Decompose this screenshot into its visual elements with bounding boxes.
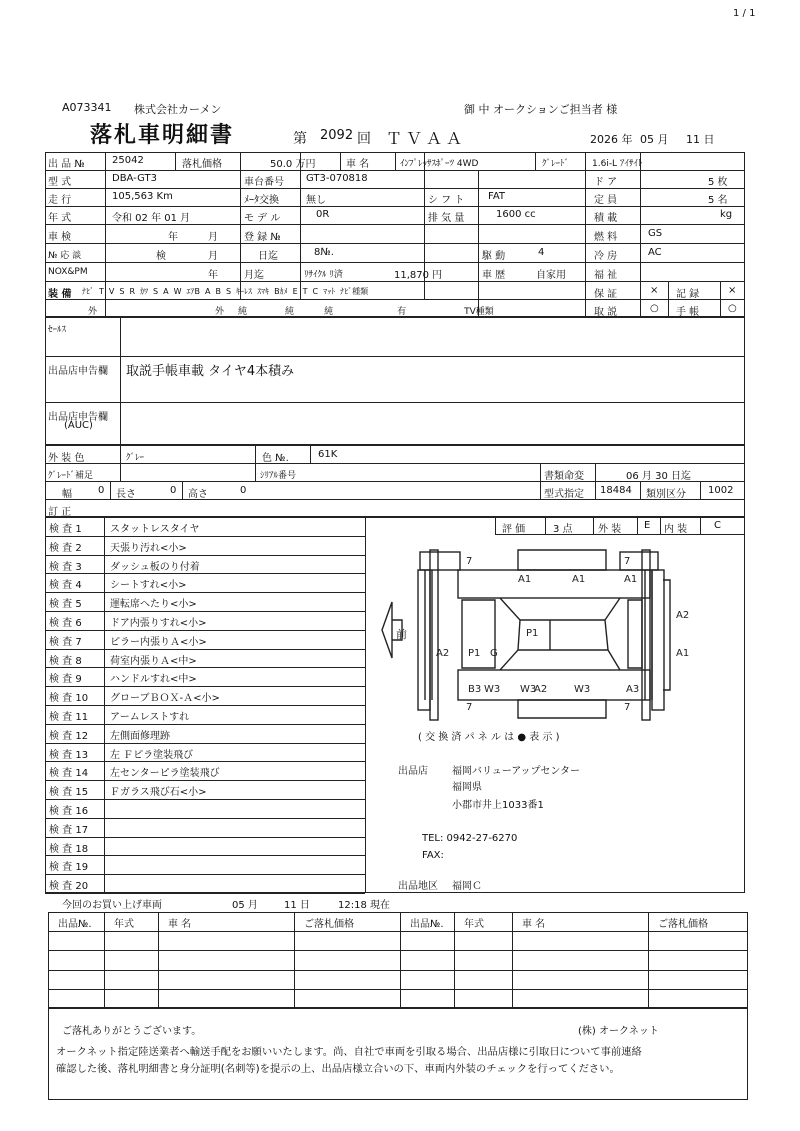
warranty-mark: × — [650, 285, 659, 296]
eval-score: 3 点 — [553, 524, 573, 535]
equipment-item: A — [163, 287, 169, 296]
report-label: 出品店申告欄 — [48, 366, 108, 377]
seller-name: 福岡バリューアップセンター — [452, 766, 580, 777]
ext-color-value: ｸﾞﾚｰ — [126, 453, 145, 463]
record-label: 記 録 — [676, 289, 700, 300]
inspection-text: 天張り汚れ<小> — [110, 542, 187, 554]
inspection-label: 検 査 15 — [49, 787, 89, 799]
equipment-item: C — [312, 287, 319, 296]
inspection-label: 検 査 8 — [49, 655, 82, 667]
inspection-label: 車 検 — [48, 232, 72, 243]
seller-fax: FAX: — [422, 850, 444, 861]
date-month: 05 月 — [640, 133, 669, 146]
recent-time: 12:18 現在 — [338, 900, 390, 911]
diagram-marks — [436, 556, 689, 713]
serial-label: ｼﾘｱﾙ番号 — [260, 471, 297, 481]
inspection-year: 年 — [168, 232, 178, 243]
equipment-list-2 — [88, 304, 494, 317]
no-label: № 応 談 — [48, 251, 82, 261]
width-value: 0 — [98, 485, 105, 496]
damage-mark: A3 — [626, 684, 640, 695]
seller-pref: 福岡県 — [452, 782, 482, 793]
displacement-label: 排 気 量 — [428, 213, 465, 224]
inspection-label: 検 査 3 — [49, 561, 82, 573]
inspection-label: 検 査 2 — [49, 542, 82, 554]
seller-address: 小郡市井上1033番1 — [452, 800, 544, 811]
grade-value: 1.6i-L ｱｲｻｲﾄ — [592, 159, 643, 169]
recent-title: 今回のお買い上げ車両 — [62, 900, 162, 911]
eval-int: C — [714, 520, 721, 531]
inspection-text: ピラー内張りＡ<小> — [110, 636, 207, 648]
door-value: 5 枚 — [708, 177, 728, 188]
manual-mark: ○ — [650, 303, 659, 314]
inspection-text: ダッシュ板のり付着 — [110, 561, 200, 573]
damage-mark: A2 — [676, 610, 690, 621]
category-value: 1002 — [708, 485, 734, 496]
damage-mark: A2 — [534, 684, 548, 695]
inspection-text: 左 Ｆピラ塗装飛び — [110, 749, 194, 761]
inspection-text: 左センターピラ塗装飛び — [110, 768, 220, 780]
recent-header: 車 名 — [168, 919, 192, 930]
typespec-value: 18484 — [600, 485, 632, 496]
recent-header: 年式 — [464, 919, 484, 930]
chassis-value: GT3-070818 — [306, 173, 368, 184]
inspection-label: 検 査 5 — [49, 599, 82, 611]
nox-label: NOX&PM — [48, 267, 88, 277]
doc-change-value: 06 月 30 日迄 — [626, 471, 691, 482]
inspection-text: グローブＢＯＸ-Ａ<小> — [110, 693, 220, 705]
recent-month: 05 月 — [232, 900, 258, 911]
equipment-item: S — [119, 287, 125, 296]
sales-label: ｾｰﾙｽ — [48, 325, 67, 335]
lot-label: 出 品 № — [48, 159, 85, 170]
equipment-item: T — [302, 287, 308, 296]
inspection-month: 月 — [208, 232, 218, 243]
year-value: 令和 02 年 01 月 — [112, 213, 191, 224]
damage-mark: 7 — [624, 556, 631, 567]
equipment-item: ｽﾏｷ — [257, 287, 270, 296]
date-year: 2026 年 — [590, 133, 633, 146]
damage-mark: G — [490, 648, 498, 659]
damage-mark: 7 — [466, 556, 473, 567]
damage-mark: A1 — [572, 574, 586, 585]
equipment-item: S — [225, 287, 232, 296]
inspection-label: 検 査 4 — [49, 580, 82, 592]
inspection-label: 検 査 12 — [49, 730, 89, 742]
drive-value: 4 — [538, 247, 545, 258]
load-label: 積 載 — [594, 213, 618, 224]
kenn-month: 月 — [208, 251, 218, 262]
inspection-label: 検 査 19 — [49, 862, 89, 874]
inspection-label: 検 査 17 — [49, 824, 89, 836]
damage-mark: P1 — [468, 648, 481, 659]
recent-header: ご落札価格 — [304, 919, 354, 930]
kenn-day: 日迄 — [258, 251, 278, 262]
fuel-label: 燃 料 — [594, 232, 618, 243]
equipment-item-2: 外 — [215, 307, 225, 317]
damage-mark: P1 — [526, 628, 539, 639]
length-value: 0 — [170, 485, 177, 496]
meter-value: 無し — [306, 195, 326, 206]
date-day: 11 日 — [686, 133, 715, 146]
inspection-text: 左側面修理跡 — [110, 730, 170, 742]
inspection-text: 運転席へたり<小> — [110, 599, 197, 611]
equipment-list — [82, 286, 373, 297]
ac-label: 冷 房 — [594, 251, 618, 262]
color-no-value: 61K — [318, 449, 338, 460]
damage-mark: W3 — [574, 684, 591, 695]
equipment-item-2: 純 — [324, 307, 334, 317]
recent-header: 車 名 — [522, 919, 546, 930]
eval-ext: E — [644, 520, 651, 531]
fuel-value: GS — [648, 228, 663, 239]
inspection-text: アームレストすれ — [110, 712, 190, 723]
color-no-label: 色 №. — [262, 453, 289, 464]
record-mark: × — [728, 285, 737, 296]
damage-mark: A2 — [436, 648, 450, 659]
report-value: 取説手帳車載 タイヤ4本積み — [126, 364, 295, 379]
equipment-item-2: 有 — [397, 307, 407, 317]
equipment-item: ｷｰﾚｽ — [236, 287, 253, 296]
typespec-label: 型式指定 — [544, 489, 584, 500]
inspection-text: スタットレスタイヤ — [110, 524, 200, 535]
width-label: 幅 — [62, 489, 72, 500]
session-number: 2092 — [320, 128, 354, 143]
modelcode-label: モ デ ル — [244, 213, 281, 224]
recipient: 御 中 オークションご担当者 様 — [464, 103, 618, 116]
equipment-item: ｴｱB — [186, 287, 200, 296]
inspection-text: 荷室内張りＡ<中> — [110, 655, 197, 667]
recycle-label: ﾘｻｲｸﾙ ﾘ済 — [304, 270, 343, 280]
doc-change-label: 書類命変 — [544, 471, 584, 482]
ext-color-label: 外 装 色 — [48, 453, 85, 464]
door-label: ド ア — [594, 177, 618, 188]
equipment-item: E — [292, 287, 298, 296]
ac-value: AC — [648, 247, 662, 258]
equipment-item: ﾅﾋﾞ — [82, 287, 94, 296]
damage-mark: B3 — [468, 684, 482, 695]
shift-value: FAT — [488, 191, 506, 202]
inspection-label: 検 査 10 — [49, 693, 89, 705]
carname-label: 車 名 — [346, 159, 370, 170]
recent-day: 11 日 — [284, 900, 310, 911]
recent-header: ご落札価格 — [658, 919, 708, 930]
eval-label: 評 価 — [502, 524, 526, 535]
model-value: DBA-GT3 — [112, 173, 158, 184]
damage-mark: 7 — [624, 702, 631, 713]
dai-label: 第 — [293, 131, 307, 147]
carname-value: ｲﾝﾌﾟﾚｯｻｽﾎﾟｰﾂ 4WD — [400, 159, 479, 169]
equipment-label: 装 備 — [48, 289, 72, 300]
capacity-value: 5 名 — [708, 195, 728, 206]
inspection-label: 検 査 14 — [49, 768, 89, 780]
equipment-item: A — [205, 287, 211, 296]
handbook-mark: ○ — [728, 303, 737, 314]
grade-extra-label: ｸﾞﾚｰﾄﾞ補足 — [48, 471, 94, 481]
inspection-label: 検 査 6 — [49, 618, 82, 629]
car-damage-diagram — [380, 540, 700, 725]
history-label: 車 歴 — [482, 270, 506, 281]
modelcode-value: 0R — [316, 209, 330, 220]
manual-label: 取 説 — [594, 307, 618, 318]
recent-table — [48, 912, 748, 1008]
eval-ext-label: 外 装 — [598, 524, 622, 535]
mileage-label: 走 行 — [48, 195, 72, 206]
inspection-label: 検 査 7 — [49, 636, 82, 648]
company-name: 株式会社カーメン — [134, 103, 222, 116]
damage-mark: W3 — [484, 684, 501, 695]
kai-label: 回 — [357, 131, 371, 147]
page-number: 1 / 1 — [733, 8, 756, 19]
equipment-item: ﾅﾋﾞ種類 — [340, 287, 369, 296]
equipment-item: ﾏｯﾄ — [323, 287, 336, 296]
equipment-item-2: 純 — [285, 307, 295, 317]
inspection-label: 検 査 1 — [49, 524, 82, 535]
area-value: 福岡Ｃ — [452, 881, 482, 892]
venue-name: ＴＶＡＡ — [386, 129, 467, 148]
recent-header: 出品№. — [58, 919, 92, 930]
inspection-text: ハンドルすれ<中> — [110, 674, 197, 686]
correction-label: 訂 正 — [48, 507, 72, 518]
inspection-label: 検 査 9 — [49, 674, 82, 686]
eval-int-label: 内 装 — [664, 524, 688, 535]
kenn-label: 検 — [156, 251, 166, 262]
capacity-label: 定 員 — [594, 195, 618, 206]
report-auc-label: 出品店申告欄 — [48, 412, 108, 423]
inspection-text: ドア内張りすれ<小> — [110, 618, 207, 629]
area-label: 出品地区 — [398, 881, 438, 892]
handbook-label: 手 帳 — [676, 307, 700, 318]
equipment-item: S — [153, 287, 159, 296]
lot-value: 25042 — [112, 155, 144, 166]
displacement-value: 1600 cc — [496, 209, 536, 220]
equipment-item-2: 外 — [88, 307, 98, 317]
shift-label: シ フ ト — [428, 195, 465, 206]
inspection-text: シートすれ<小> — [110, 580, 187, 592]
equipment-item: B — [215, 287, 221, 296]
meter-label: ﾒｰﾀ交換 — [244, 195, 279, 206]
mileage-value: 105,563 Km — [112, 191, 173, 202]
recent-header: 出品№. — [410, 919, 444, 930]
remarks-section — [45, 317, 745, 445]
registration-label: 登 録 № — [244, 232, 281, 243]
inspection-text: Ｆガラス飛び石<小> — [110, 787, 207, 799]
damage-mark: W3 — [520, 684, 537, 695]
model-label: 型 式 — [48, 177, 72, 188]
inspection-label: 検 査 16 — [49, 806, 89, 817]
chassis-label: 車台番号 — [244, 177, 284, 188]
recycle-value: 11,870 円 — [394, 270, 443, 281]
damage-mark: A1 — [624, 574, 638, 585]
footer-company: (株) オークネット — [578, 1026, 659, 1037]
equipment-item-2: 純 — [238, 307, 248, 317]
eight-no-label: 8№. — [314, 247, 334, 258]
damage-mark: 7 — [466, 702, 473, 713]
inspection-label: 検 査 11 — [49, 712, 89, 723]
year-label: 年 式 — [48, 213, 72, 224]
equipment-item: ｶﾜ — [140, 287, 149, 296]
height-label: 高さ — [188, 489, 208, 500]
inspection-label: 検 査 13 — [49, 749, 89, 761]
member-code: A073341 — [62, 101, 112, 114]
warranty-label: 保 証 — [594, 289, 618, 300]
category-label: 類別区分 — [646, 489, 686, 500]
equipment-item: V — [108, 287, 115, 296]
equipment-item-2: TV種類 — [464, 307, 494, 317]
price-label: 落札価格 — [182, 159, 222, 170]
equipment-item: Bｶﾒ — [274, 287, 288, 296]
grade-label: ｸﾞﾚｰﾄﾞ — [542, 159, 570, 169]
diagram-caption: ( 交 換 済 パ ネ ル は ● 表 示 ) — [418, 732, 560, 743]
equipment-item: W — [173, 287, 182, 296]
nox-year: 年 — [208, 270, 218, 281]
history-value: 自家用 — [536, 270, 566, 281]
height-value: 0 — [240, 485, 247, 496]
damage-mark: A1 — [518, 574, 532, 585]
thanks-text: ご落札ありがとうございます。 — [62, 1026, 202, 1037]
front-label: 前 — [396, 628, 407, 641]
seller-label: 出品店 — [398, 766, 428, 777]
equipment-item: R — [129, 287, 136, 296]
length-label: 長さ — [116, 489, 136, 500]
load-value: kg — [720, 209, 733, 220]
footer-line-2: 確認した後、落札明細書と身分証明(名刺等)を提示の上、出品店様立合いの下、車両内外装のチェックを行ってください。 — [56, 1063, 620, 1075]
inspection-label: 検 査 18 — [49, 843, 89, 855]
drive-label: 駆 動 — [482, 251, 506, 262]
welfare-label: 福 祉 — [594, 270, 618, 281]
report-auc-sub: (AUC) — [64, 420, 93, 431]
seller-tel: TEL: 0942-27-6270 — [422, 833, 518, 844]
price-value: 50.0 万円 — [270, 159, 316, 170]
recent-header: 年式 — [114, 919, 134, 930]
damage-mark: A1 — [676, 648, 690, 659]
document-title: 落札車明細書 — [90, 123, 235, 148]
nox-month: 月迄 — [244, 270, 264, 281]
footer-line-1: オークネット指定陸送業者へ輸送手配をお願いいたします。尚、自社で車両を引取る場合、出品店様に引取日について事前連絡 — [56, 1046, 642, 1058]
inspection-label: 検 査 20 — [49, 881, 89, 893]
equipment-item: T — [99, 287, 104, 296]
